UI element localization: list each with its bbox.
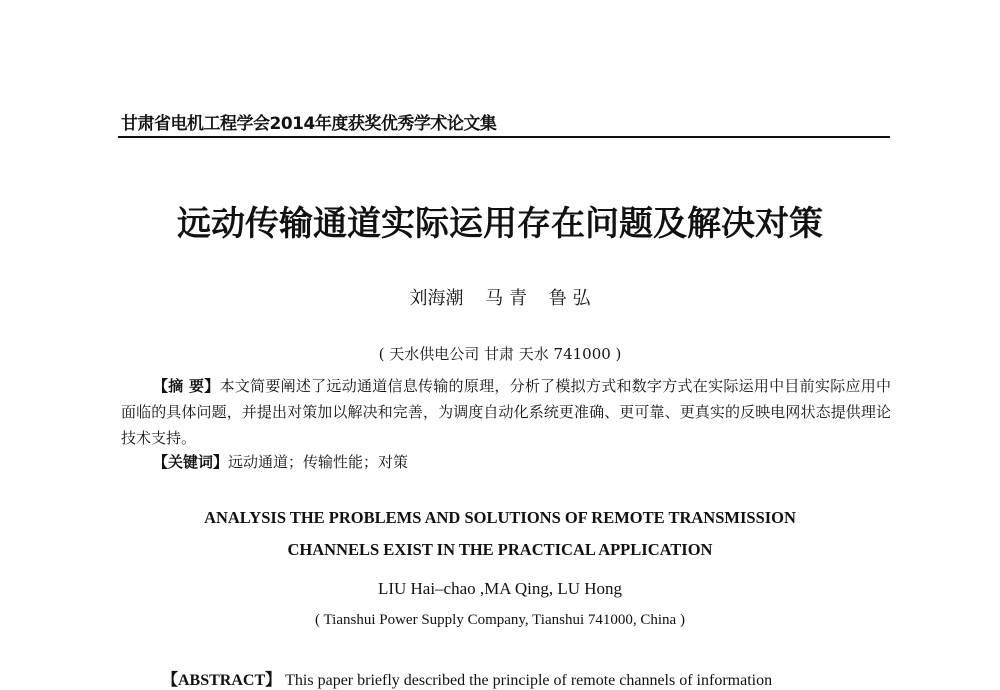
chinese-keywords-text: 远动通道；传输性能；对策 (228, 453, 409, 471)
chinese-abstract-text: 本文简要阐述了远动通道信息传输的原理，分析了模拟方式和数字方式在实际运用中目前实际应用中面临的具体问题，并提出对策加以解决和完善，为调度自动化系统更准确、更可靠、更真实的反映电网状态提供理论技术支持。 (121, 377, 891, 447)
chinese-authors (0, 284, 1000, 310)
english-abstract-text: This paper briefly described the principle of remote channels of information (285, 672, 773, 689)
author-1: 刘海潮 (409, 288, 464, 309)
header-divider (118, 136, 890, 138)
journal-header: 甘肃省电机工程学会2014年度获奖优秀学术论文集 (121, 114, 497, 134)
chinese-affiliation: ( 天水供电公司 甘肃 天水 741000 ) (378, 345, 622, 363)
chinese-abstract-label: 【摘 要】 (153, 377, 220, 395)
english-abstract (162, 667, 892, 690)
english-authors: LIU Hai–chao ,MA Qing, LU Hong (377, 579, 623, 598)
chinese-abstract (121, 373, 891, 451)
author-3: 鲁 弘 (548, 288, 591, 309)
author-2: 马 青 (485, 288, 527, 309)
chinese-title: 远动传输通道实际运用存在问题及解决对策 (177, 204, 823, 244)
chinese-keywords-label: 【关键词】 (153, 453, 229, 471)
english-affiliation: ( Tianshui Power Supply Company, Tianshui 741000, China ) (315, 612, 685, 628)
abstract-indent (121, 377, 153, 395)
english-title (0, 502, 1000, 566)
english-title-line-1: ANALYSIS THE PROBLEMS AND SOLUTIONS OF REMOTE TRANSMISSION (204, 508, 796, 527)
english-title-line-2: CHANNELS EXIST IN THE PRACTICAL APPLICATION (287, 540, 713, 559)
english-abstract-label: 【ABSTRACT】 (162, 672, 282, 689)
chinese-keywords (153, 451, 408, 472)
